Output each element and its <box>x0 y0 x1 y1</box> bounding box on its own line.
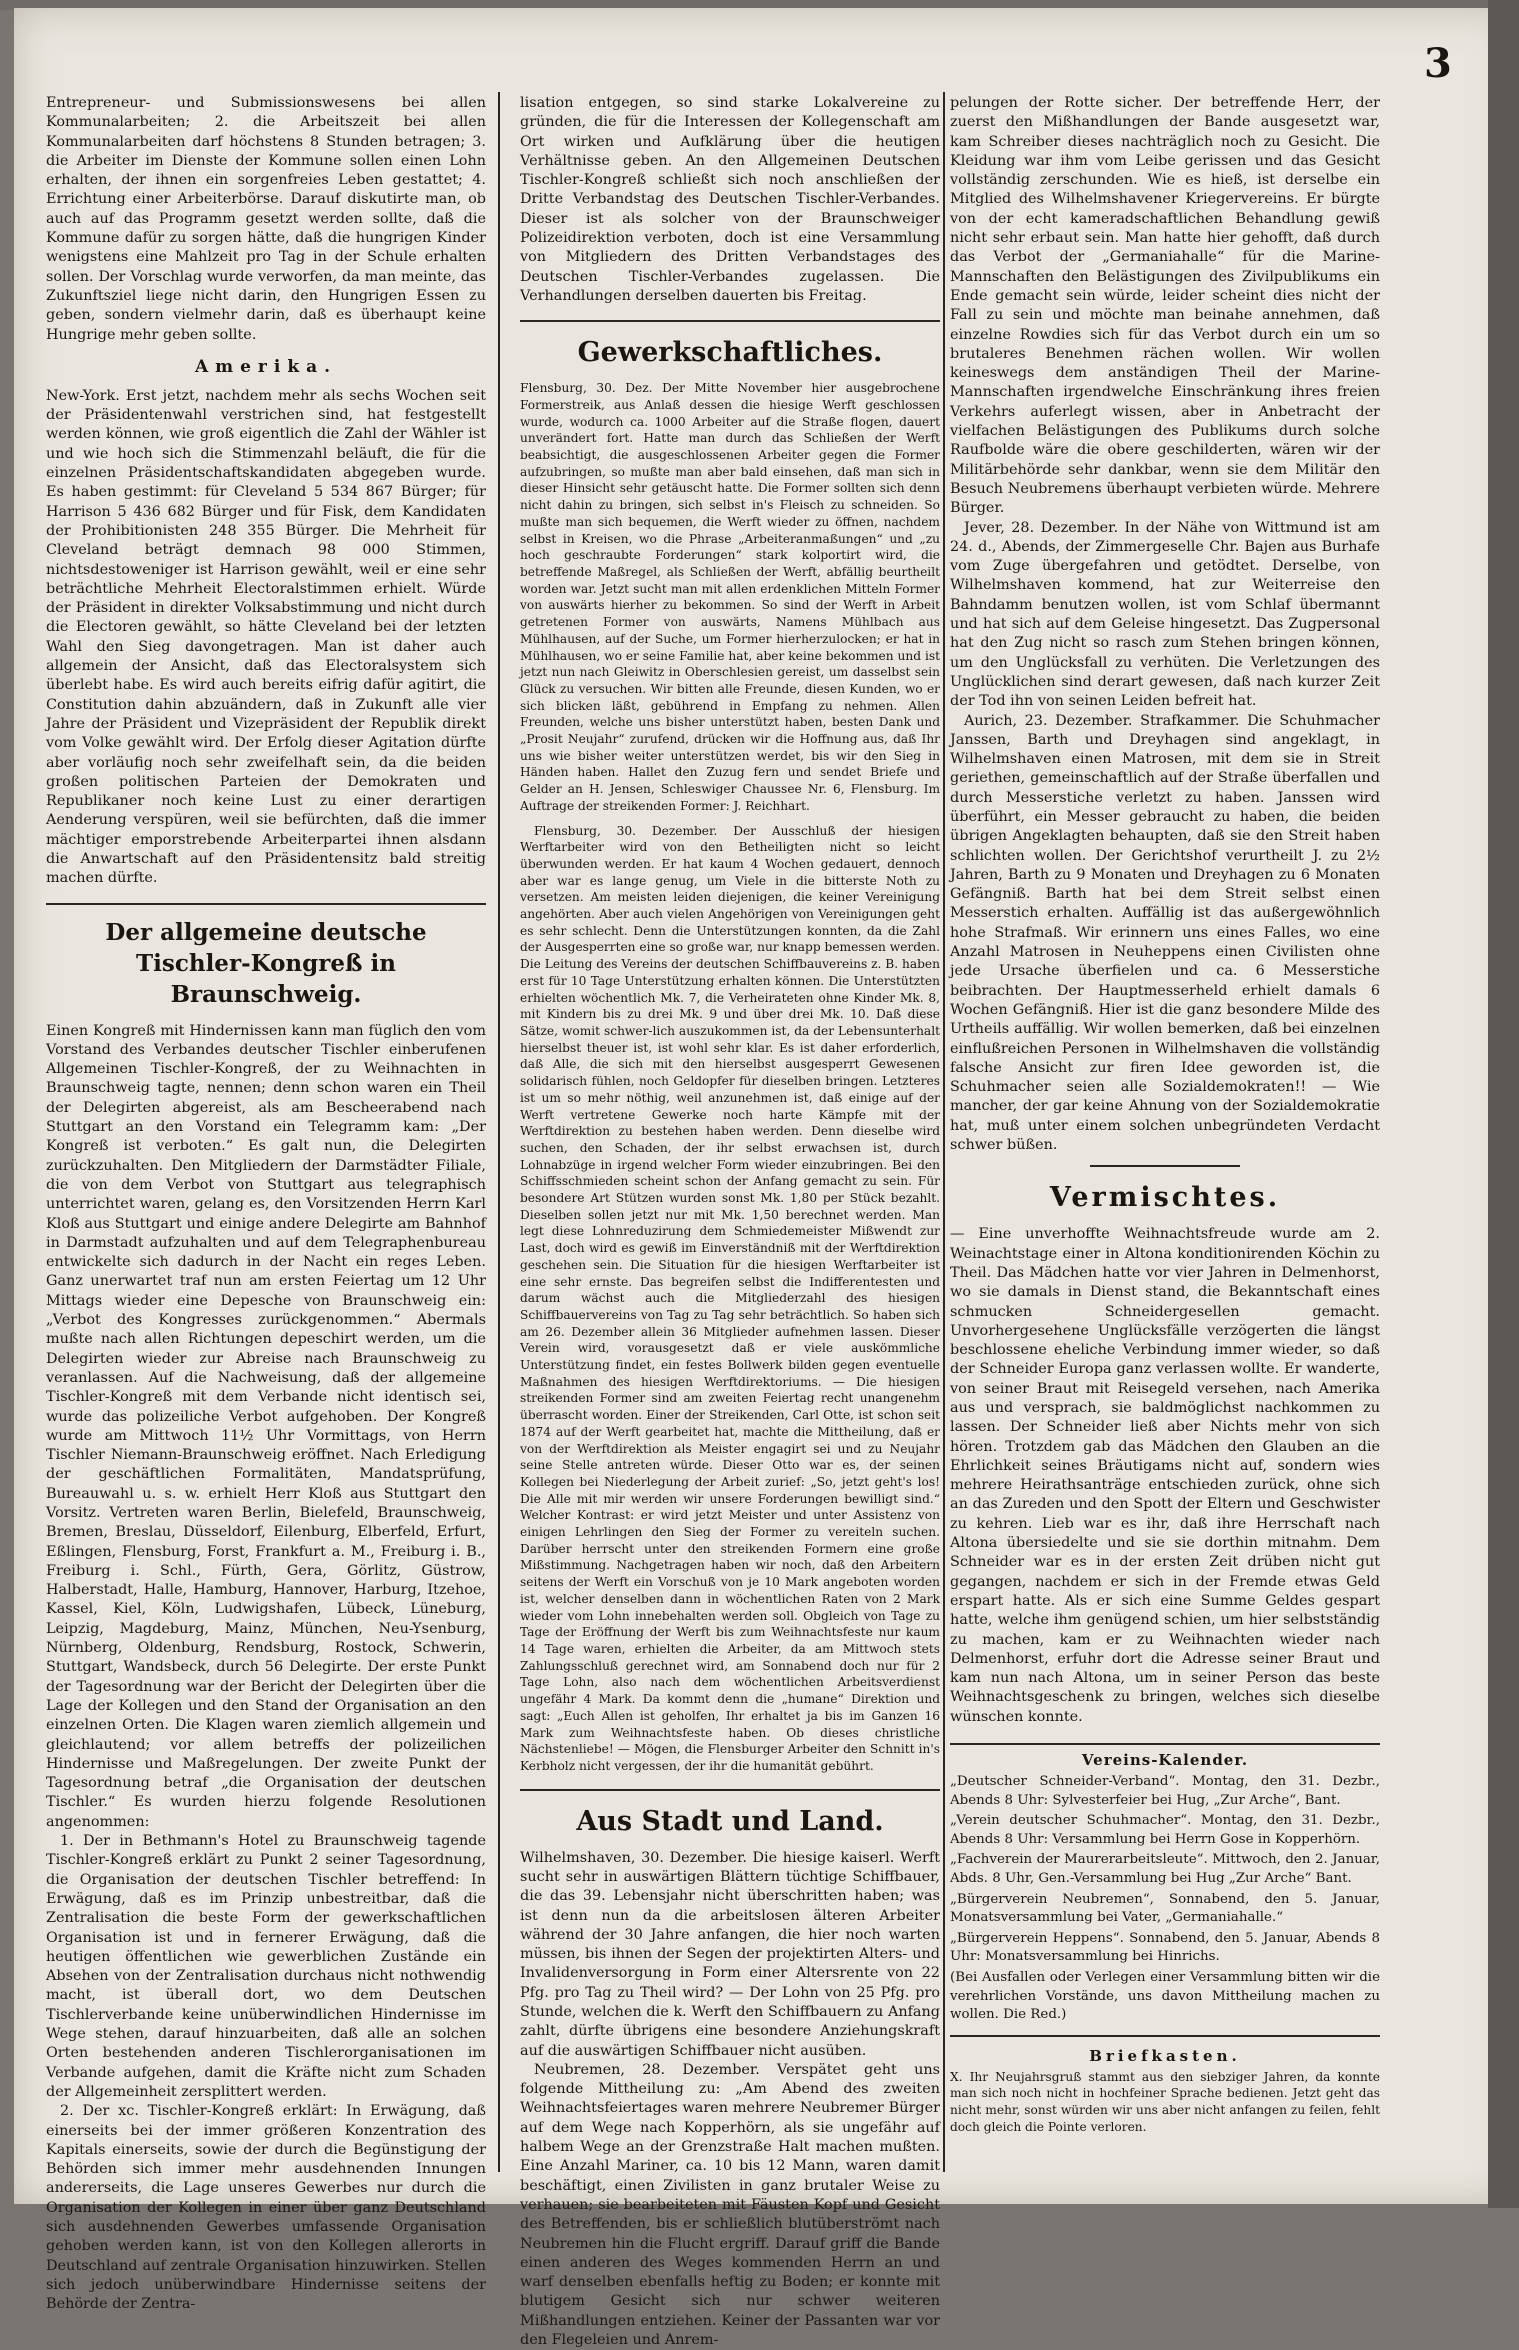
column-rule-2 <box>943 92 945 2172</box>
calendar-entry: „Fachverein der Maurerarbeitsleute“. Mittwoch, den 2. Januar, Abds. 8 Uhr, Gen.-Versammlung bei Hug „Zur Arche“ Bant. <box>950 1852 1380 1887</box>
separator <box>520 1789 940 1791</box>
column-2 <box>520 94 940 2349</box>
article-jever: Jever, 28. Dezember. In der Nähe von Wittmund ist am 24. d., Abends, der Zimmergeselle Chr. Bajen aus Burhafe vom Zuge übergefahren und getödtet. Derselbe, von Wilhelmshaven kommend, hat zur Weiterreise den Bahndamm benutzen wollen, ist vom Schlaf übermannt und hat sich auf dem Geleise hingesetzt. Das Zugpersonal hat den Zug nicht so rasch zum Stehen bringen können, um den Unglücksfall zu verhüten. Die Verletzungen des Unglücklichen sind derart gewesen, daß nach kurzer Zeit der Tod ihn von seinen Leiden befreit hat. <box>950 519 1380 710</box>
article-continuation: lisation entgegen, so sind starke Lokalvereine zu gründen, die für die Interessen der Kollegenschaft am Ort wirken und Aufklärung über die heutigen Verhältnisse geben. An den Allgemeinen Deutschen Tischler-Kongreß schließt sich noch anschließen der Dritte Verbandstag des Deutschen Tischler-Verbandes. Dieser ist als solcher von der Braunschweiger Polizeidirektion verboten, doch ist eine Versammlung von Mitgliedern des Dritten Verbandstages des Deutschen Tischler-Verbandes zugelassen. Die Verhandlungen derselben dauerten bis Freitag. <box>520 95 940 304</box>
calendar-entry: „Verein deutscher Schuhmacher“. Montag, den 31. Dezbr., Abends 8 Uhr: Versammlung bei Herrn Gose in Kopperhörn. <box>950 1813 1380 1847</box>
briefkasten-text: X. Ihr Neujahrsgruß stammt aus den siebziger Jahren, da konnte man sich noch nicht in hochfeiner Sprache bedienen. Jetzt geht das nicht mehr, sonst würden wir uns aber nicht anfangen zu feilen, fehlt doch gleich die Pointe verloren. <box>950 2069 1380 2134</box>
section-heading-vermischtes: Vermischtes. <box>1049 1182 1281 1214</box>
article-weihnachtsfreude: — Eine unverhoffte Weihnachtsfreude wurde am 2. Weinachtstage einer in Altona konditionirenden Köchin zu Theil. Das Mädchen hatte vor vier Jahren in Delmenhorst, wo sie damals in Dienst stand, die Bekanntschaft eines schmucken Schneidergesellen gemacht. Unvorhergesehene Unglücksfälle verzögerten die längst beschlossene eheliche Verbindung immer wieder, so daß der Schneider Europa ganz verlassen wollte. Er wanderte, von seiner Braut mit Reisegeld versehen, nach Amerika aus und versprach, sie baldmöglichst nachkommen zu lassen. Der Schneider ließ aber Nichts mehr von sich hören. Trotzdem gab das Mädchen den Glauben an die Ehrlichkeit seines Bräutigams nicht auf, sondern wies mehrere Heirathsanträge entschieden zurück, ohne sich an das Zureden und den Spott der Eltern und Geschwister zu kehren. Lieb war es ihr, daß ihre Herrschaft nach Altona übersiedelte und sie sie dorthin mitnahm. Dem Schneider war es in der ersten Zeit drüben nicht gut gegangen, nachdem er sich in der Fremde etwas Geld erspart hatte. Als er sich eine Summe Geldes gespart hatte, welche ihm genügend schien, um hier selbstständig zu machen, kam er zu Weihnachten wieder nach Delmenhorst, erfuhr dort die Adresse seiner Braut und kam nun nach Altona, um in seiner Person das beste Weihnachtsgeschenk zu bringen, welches sich dieselbe wünschen konnte. <box>950 1226 1380 1725</box>
calendar-entry: „Deutscher Schneider-Verband“. Montag, den 31. Dezbr., Abends 8 Uhr: Sylvesterfeier bei Hug, „Zur Arche“, Bant. <box>950 1774 1380 1808</box>
article-new-york: New-York. Erst jetzt, nachdem mehr als sechs Wochen seit der Präsidentenwahl verstrichen sind, hat festgestellt werden können, wie groß eigentlich die Zahl der Wähler ist und wie hoch sich die Stimmenzahl beläuft, die für die einzelnen Präsidentschaftskandidaten abgegeben wurde. Es haben gestimmt: für Cleveland 5 534 867 Bürger; für Harrison 5 436 682 Bürger und für Fisk, dem Kandidaten der Prohibitionisten 248 355 Bürger. Die Mehrheit für Cleveland beträgt demnach 98 000 Stimmen, nichtsdestoweniger ist Harrison gewählt, weil er eine sehr beträchtliche Mehrheit Electoralstimmen erhielt. Würde der Präsident in direkter Volksabstimmung und nicht durch die Electoren gewählt, so hätte Cleveland bei der letzten Wahl den Sieg davongetragen. Man ist daher auch allgemein der Ansicht, daß das Electoralsystem sich überlebt habe. Es wird auch bereits eifrig dafür agitirt, die Constitution dahin abzuändern, daß in Zukunft alle vier Jahre der Präsident und Vizepräsident der Republik direkt vom Volke gewählt wird. Der Erfolg dieser Agitation dürfte aber vorläufig noch sehr zweifelhaft sein, da die beiden großen politischen Parteien der Demokraten und Republikaner noch keine Lust zu einer derartigen Aenderung verspüren, weil sie befürchten, daß die immer mächtiger emporstrebende Arbeiterpartei ihnen alsdann die Anwartschaft auf den Präsidentensitz bald streitig machen dürfte. <box>46 387 486 887</box>
section-heading-stadt-und-land: Aus Stadt und Land. <box>576 1805 884 1837</box>
article-flensburg-2: Flensburg, 30. Dezember. Der Ausschluß der hiesigen Werftarbeiter wird von den Betheiligten nicht so leicht überwunden werden. Er hat kaum 4 Wochen gedauert, dennoch aber war es lange genug, um Viele in die bitterste Noth zu versetzen. Am meisten leiden diejenigen, die keiner Vereinigung angehörten. Aber auch vielen Angehörigen von Vereinigungen geht es sehr schlecht. Denn die Unterstützungen konnten, da die Zahl der Ausgesperrten eine so große war, nur knapp bemessen werden. Die Leitung des Vereins der deutschen Schiffbauvereins z. B. haben erst für 10 Tage Unterstützung erhalten können. Die Unterstützten erhielten wöchentlich Mk. 7, die Verheirateten ohne Kinder Mk. 8, mit Kindern bis zu drei Mk. 9 und über drei Mk. 10. Daß diese Sätze, womit schwer-lich auszukommen ist, da der Lebensunterhalt hierselbst theuer ist, ist wohl sehr klar. Es ist daher erforderlich, daß Alle, die sich mit den hierselbst ausgesperrt Gewesenen solidarisch fühlen, noch Geldopfer für dieselben bringen. Letzteres ist um so mehr nöthig, weil anzunehmen ist, daß einige auf der Werft vertretene Gewerke noch harte Kämpfe mit der Werftdirektion zu bestehen haben werden. Denn dieselbe wird suchen, den Schaden, der ihr selbst erwachsen ist, durch Lohnabzüge in irgend welcher Form wieder einzubringen. Bei den Schiffsschmieden scheint schon der Anfang gemacht zu sein. Für besondere Art Stützen wurden sonst Mk. 1,80 per Stück bezahlt. Dieselben sollen jetzt nur mit Mk. 1,50 berechnet werden. Man legt diese Lohnreduzirung dem Schmiedemeister Mißwendt zur Last, doch wird es gewiß im Einverständniß mit der Werftdirektion geschehen sein. Die Situation für die hiesigen Werftarbeiter ist eine sehr ernste. Das begreifen selbst die Indifferentesten und darum wächst auch die Mitgliederzahl des hiesigen Schiffbauervereins von Tag zu Tag sehr beträchtlich. So haben sich am 26. Dezember allein 36 Mitglieder aufnehmen lassen. Dieser Verein wird, vorausgesetzt daß er viele auskömmliche Unterstützung findet, ein festes Bollwerk bilden gegen eventuelle Maßnahmen des hiesigen Werftdirektoriums. — Die hiesigen streikenden Former sind am zweiten Feiertag recht unangenehm überrascht worden. Einer der Streikenden, Carl Otte, ist schon seit 1874 auf der Werft gearbeitet hat, machte die Mittheilung, daß er von der Werftdirektion als Meister engagirt sei und zu Neujahr seine Stelle antreten würde. Dieser Otto war es, der seinen Kollegen bei Niederlegung der Arbeit zurief: „So, jetzt geht's los! Die Alle mit mir werden wir unsere Forderungen bewilligt sind.“ Welcher Kontrast: er wird jetzt Meister und unter Assistenz von einigen Lehrlingen den Sieg der Former zu vereiteln suchen. Darüber herrscht unter den streikenden Formern eine große Mißstimmung. Nachgetragen haben wir noch, daß den Arbeitern seitens der Werft ein Vorschuß von je 10 Mark angeboten worden ist, welcher denselben dann in wöchentlichen Raten von 2 Mark wieder vom Lohn innebehalten werden soll. Obgleich von Tage zu Tage der Eröffnung der Werft bis zum Weihnachtsfeste nur kaum 14 Tage waren, erhielten die Arbeiter, da am Mittwoch stets Zahlungsschluß gerechnet wird, am Sonnabend doch nur für 2 Tage Lohn, also nach dem wöchentlichen Arbeitsverdienst ungefähr 4 Mark. Da kommt denn die „humane“ Direktion und sagt: „Euch Allen ist geholfen, Ihr erhaltet ja bis im Ganzen 16 Mark zum Weihnachtsfeste haben. Ob dieses christliche Nächstenliebe! — Mögen, die Flensburger Arbeiter den Schnitt in's Kerbholz nicht vergessen, der ihr die humanität gebührt. <box>520 823 940 1773</box>
section-heading-gewerkschaftliches: Gewerkschaftliches. <box>577 337 883 369</box>
section-heading-amerika: Amerika. <box>194 356 338 377</box>
article-kongress-p3: 2. Der xc. Tischler-Kongreß erklärt: In Erwägung, daß einerseits bei der immer größeren Konzentration des Kapitals einerseits, sowie der durch die Begünstigung der Behörden sich immer mehr ausdehnenden Innungen andererseits, die Lage unseres Gewerbes nur durch die Organisation der Kollegen in einer über ganz Deutschland sich ausdehnenden Gewerbes umfassende Organisation gehoben werden kann, ist von den Kollegen allerorts in Deutschland auf zentrale Organisation hinzuwirken. Stellen sich jedoch unüberwindbare Hindernisse seitens der Behörde der Zentra- <box>46 2103 486 2313</box>
column-1 <box>46 94 486 2313</box>
calendar-entry: „Bürgerverein Neubremen“, Sonnabend, den 5. Januar, Monatsversammlung bei Vater, „Germaniahalle.“ <box>950 1891 1380 1926</box>
headline-tischler-kongress: Der allgemeine deutsche Tischler-Kongreß in Braunschweig. <box>105 918 427 1008</box>
separator <box>520 320 940 322</box>
article-kongress-p2: 1. Der in Bethmann's Hotel zu Braunschweig tagende Tischler-Kongreß erklärt zu Punkt 2 seiner Tagesordnung, die Organisation der deutschen Tischler betreffend: In Erwägung, daß es im Prinzip unbestreitbar, daß die Zentralisation die beste Form der gewerkschaftlichen Organisation ist und in fernerer Erwägung, daß die heutigen öffentlichen wie gewerblichen Zustände ein Absehen von der Zentralisation durchaus nicht nothwendig macht, ist überall dort, wo dem Deutschen Tischlerverbande keine unüberwindlichen Hindernisse im Wege stehen, darauf hinzuarbeiten, daß alle an solchen Orten bestehenden anderen Tischlerorganisationen im Verbande aufgehen, damit die Kräfte nicht zum Schaden der Allgemeinheit zersplittert werden. <box>46 1833 486 2100</box>
article-continuation: Entrepreneur- und Submissionswesens bei allen Kommunalarbeiten; 2. die Arbeitszeit bei allen Kommunalarbeiten darf höchstens 8 Stunden betragen; 3. die Arbeiter im Dienste der Kommune sollen einen Lohn erhalten, der ihnen ein sorgenfreies Leben gestattet; 4. Errichtung einer Arbeiterbörse. Darauf diskutirte man, ob auch auf das Programm gesetzt werden sollte, daß die Kommune dafür zu sorgen hätte, daß die hungrigen Kinder wenigstens eine Mahlzeit pro Tag in der Schule erhalten sollen. Der Vorschlag wurde verworfen, da man meinte, das Zukunftsziel liege nicht darin, den Hungrigen Essen zu geben, sondern vielmehr darin, daß es überhaupt keine Hungrige mehr geben sollte. <box>46 95 486 343</box>
scan-border-right <box>1488 0 1519 2208</box>
separator <box>46 903 486 905</box>
article-flensburg-1: Flensburg, 30. Dez. Der Mitte November hier ausgebrochene Formerstreik, aus Anlaß dessen die hiesige Werft geschlossen wurde, wodurch ca. 1000 Arbeiter auf die Straße flogen, dauert unverändert fort. Hatte man durch das Schließen der Werft beabsichtigt, die ausgeschlossenen Arbeiter gegen die Former aufzubringen, so mußte man aber bald einsehen, daß man sich in dieser Hinsicht sehr getäuscht hatte. Die Former sollten sich denn nicht dahin zu bringen, sich selbst in's Fleisch zu schneiden. So mußte man sich bequemen, die Werft wieder zu öffnen, nachdem selbst in Kreisen, wo die Phrase „Arbeiteranmaßungen“ und „zu hoch geschraubte Forderungen“ stark kolportirt wird, die betreffende Maßregel, als Schließen der Werft, abfällig beurtheilt worden war. Jetzt sucht man mit allen erdenklichen Mitteln Former von auswärts hierher zu bekommen. So sind der Werft in Arbeit getretenen Former von auswärts, Namens Mühlbach aus Mühlhausen, auf der Suche, um Former hierherzulocken; er hat in Mühlhausen, wo er seine Familie hat, aber keine bekommen und ist jetzt nun nach Gleiwitz in Oberschlesien gereist, um dasselbst sein Glück zu versuchen. Wir bitten alle Freunde, diesen Kunden, wo er sich blicken läßt, gebührend in Empfang zu nehmen. Allen Freunden, welche uns bisher unterstützt haben, besten Dank und „Prosit Neujahr“ zurufend, drücken wir die Hoffnung aus, daß Ihr uns wie bisher weiter unterstützen werdet, bis wir den Sieg in Händen haben. Hallet den Zuzug fern und sendet Briefe und Gelder an H. Jensen, Schleswiger Chaussee Nr. 6, Flensburg. Im Auftrage der streikenden Former: J. Reichhart. <box>520 381 940 813</box>
article-aurich: Aurich, 23. Dezember. Strafkammer. Die Schuhmacher Janssen, Barth und Dreyhagen sind angeklagt, in Wilhelmshaven einen Matrosen, mit dem sie in Streit geriethen, gemeinschaftlich auf der Straße überfallen und durch Messerstiche verletzt zu haben. Janssen wird überführt, ein Messer gebraucht zu haben, die beiden übrigen Angeklagten behaupten, daß sie den Streit haben schlichten wollen. Der Gerichtshof verurtheilt J. zu 2½ Jahren, Barth zu 9 Monaten und Dreyhagen zu 6 Monaten Gefängniß. Barth hat bei dem Streit selbst einen Messerstich erhalten. Auffällig ist das außergewöhnlich hohe Strafmaß. Wir erinnern uns eines Falles, wo eine Anzahl Matrosen in Neuheppens einen Civilisten ohne jede Ursache überfielen und ca. 6 Messerstiche beibrachten. Der Hauptmesserheld erhielt damals 6 Wochen Gefängniß. Hier ist die ganz besondere Milde des Urtheils auffällig. Wir wollen bemerken, daß bei einzelnen einflußreichen Personen in Wilhelmshaven die vollständig falsche Ansicht zur firen Idee geworden ist, die Schuhmacher seien alle Sozialdemokraten!! — Wie mancher, der gar keine Ahnung von der Sozialdemokratie hat, muß unter einem solchen unbegründeten Verdacht schwer büßen. <box>950 712 1380 1154</box>
calendar-entry: „Bürgerverein Heppens“. Sonnabend, den 5. Januar, Abends 8 Uhr: Monatsversammlung bei Hinrichs. <box>950 1930 1380 1965</box>
separator <box>1090 1165 1240 1167</box>
article-continuation: pelungen der Rotte sicher. Der betreffende Herr, der zuerst den Mißhandlungen der Bande ausgesetzt war, kam Schreiber dieses nachträglich noch zu Gesicht. Die Kleidung war ihm vom Leibe gerissen und das Gesicht vollständig zerschunden. Wie es hieß, ist derselbe ein Mitglied des Wilhelmshavener Kriegervereins. Er bürgte von der echt kameradschaftlichen Behandlung gewiß nicht sehr erbaut sein. Man hatte hier gehofft, daß durch das Verbot der „Germaniahalle“ für die Marine-Mannschaften den Belästigungen des Zivilpublikums ein Ende gemacht sein würde, leider scheint dies nicht der Fall zu sein und möchte man beinahe annehmen, daß einzelne Rowdies sich für das Verbot durch ein um so brutaleres Benehmen rächen wollen. Wir wollen keineswegs dem anständigen Theil der Marine-Mannschaften irgendwelche Einschränkung ihres freien Verkehrs auferlegt wissen, aber in Anbetracht der vielfachen Belästigungen des Publikums durch solche Raufbolde wäre die obere geschilderten, wären wir der Militärbehörde sehr dankbar, wenn sie dem Militär den Besuch Neubremens überhaupt verbieten würde. Mehrere Bürger. <box>950 95 1380 517</box>
article-kongress-p1: Einen Kongreß mit Hindernissen kann man füglich den vom Vorstand des Verbandes deutscher Tischler einberufenen Allgemeinen Tischler-Kongreß, der zu Weihnachten in Braunschweig tagte, nennen; denn schon waren ein Theil der Delegirten abgereist, als am Bescheerabend nach Stuttgart an den Vorstand ein Telegramm kam: „Der Kongreß ist verboten.“ Es galt nun, die Delegirten zurückzuhalten. Den Mitgliedern der Darmstädter Filiale, die von dem Verbot von Stuttgart aus telegraphisch unterrichtet waren, gelang es, den Vorsitzenden Herrn Karl Kloß aus Stuttgart und einige andere Delegirte am Bahnhof in Darmstadt aufzuhalten und auf dem Telegraphenbureau entwickelte sich dadurch in der Nacht ein reges Leben. Ganz unerwartet traf nun am ersten Feiertag um 12 Uhr Mittags wieder eine Depesche von Braunschweig ein: „Verbot des Kongresses zurückgenommen.“ Abermals mußte nach allen Richtungen depeschirt werden, um die Delegirten wieder zur Abreise nach Braunschweig zu veranlassen. Auf die Nachweisung, daß der allgemeine Tischler-Kongreß mit dem Verbande nicht identisch sei, wurde das polizeiliche Verbot aufgehoben. Der Kongreß wurde am Mittwoch 11½ Uhr Vormittags, von Herrn Tischler Niemann-Braunschweig eröffnet. Nach Erledigung der geschäftlichen Formalitäten, Mandatsprüfung, Bureauwahl u. s. w. erhielt Herr Kloß aus Stuttgart den Vorsitz. Vertreten waren Berlin, Bielefeld, Braunschweig, Bremen, Breslau, Düsseldorf, Eilenburg, Elberfeld, Erfurt, Eßlingen, Flensburg, Forst, Frankfurt a. M., Freiburg i. B., Freiburg i. Schl., Fürth, Gera, Görlitz, Güstrow, Halberstadt, Halle, Hamburg, Hannover, Harburg, Itzehoe, Kassel, Kiel, Köln, Ludwigshafen, Lübeck, Lüneburg, Leipzig, Magdeburg, Mainz, München, Neu-Ysenburg, Nürnberg, Oldenburg, Rendsburg, Rostock, Schwerin, Stuttgart, Wandsbeck, durch 56 Delegirte. Der erste Punkt der Tagesordnung war der Bericht der Delegirten über die Lage der Kollegen und den Stand der Organisation an den einzelnen Orten. Die Klagen waren ziemlich allgemein und gleichlautend; vor allem betreffs der polizeilichen Hindernisse und Maßregelungen. Der zweite Punkt der Tagesordnung betraf „die Organisation der deutschen Tischler.“ Es wurden hierzu folgende Resolutionen angenommen: <box>46 1022 486 1830</box>
column-rule-1 <box>498 92 500 2172</box>
article-wilhelmshaven: Wilhelmshaven, 30. Dezember. Die hiesige kaiserl. Werft sucht sehr in auswärtigen Blättern tüchtige Schiffbauer, die das 39. Lebensjahr nicht überschritten haben; was ist denn nun da die arbeitslosen älteren Arbeiter während der 30 Jahre anfangen, die hier noch warten müssen, bis ihnen der Segen der projektirten Alters- und Invalidenversorgung in Form einer Altersrente von 22 Pfg. pro Tag zu Theil wird? — Der Lohn von 25 Pfg. pro Stunde, welchen die k. Werft den Schiffbauern zu Anfang zahlt, dürfte übrigens eine besondere Anziehungskraft auf die auswärtigen Schiffbauer nicht ausüben. <box>520 1849 940 2059</box>
page-number: 3 <box>1424 40 1452 87</box>
calendar-note: (Bei Ausfallen oder Verlegen einer Versammlung bitten wir die verehrlichen Vorstände, uns davon Mittheilung machen zu wollen. Die Red.) <box>950 1969 1380 2023</box>
calendar-title: Vereins-Kalender. <box>1081 1751 1249 1770</box>
article-neubremen: Neubremen, 28. Dezember. Verspätet geht uns folgende Mittheilung zu: „Am Abend des zweiten Weihnachtsfeiertages waren mehrere Neubremer Bürger auf dem Wege nach Kopperhörn, als sie ungefähr auf halbem Wege an der Grenzstraße Halt machen mußten. Eine Anzahl Mariner, ca. 10 bis 12 Mann, waren damit beschäftigt, einen Zivilisten in ganz brutaler Weise zu verhauen; sie bearbeiteten mit Fäusten Kopf und Gesicht des Betreffenden, bis er schließlich blutüberströmt nach Neubremen hin die Flucht ergriff. Darauf griff die Bande einen anderen des Weges kommenden Herrn an und warf denselben ebenfalls heftig zu Boden; er konnte mit blutigem Gesicht sich nur schwer weiteren Mißhandlungen entziehen. Keiner der Passanten war vor den Flegeleien und Anrem- <box>520 2061 940 2349</box>
column-3 <box>950 94 1380 2178</box>
vereins-kalender <box>950 1743 1380 2037</box>
briefkasten-title: Briefkasten. <box>1089 2046 1241 2065</box>
